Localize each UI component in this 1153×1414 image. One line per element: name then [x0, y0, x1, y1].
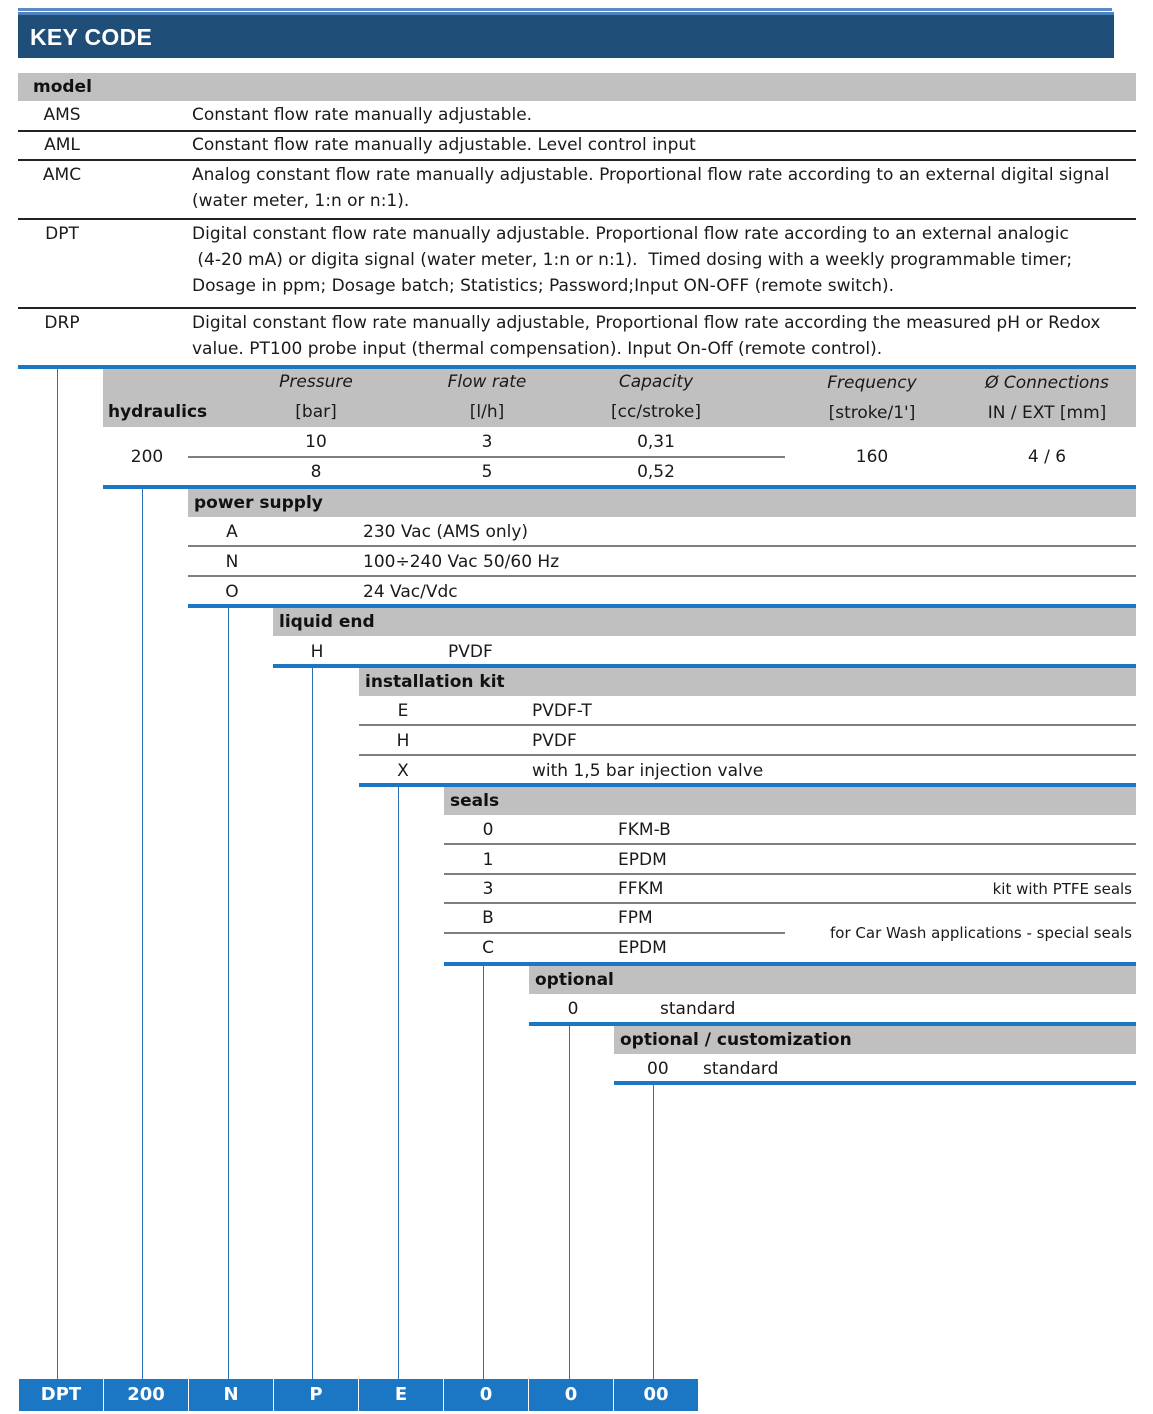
model-section-bar — [18, 73, 1136, 101]
key-code-header — [18, 12, 1114, 58]
code-box-seals: 0 — [444, 1379, 528, 1411]
connector-line — [653, 1085, 654, 1379]
power-code: O — [225, 582, 239, 602]
install-code: E — [397, 701, 409, 721]
seal-desc: FFKM — [618, 879, 664, 899]
capacity-value: 0,31 — [637, 432, 675, 452]
seals-label: seals — [450, 791, 500, 811]
connector-line — [57, 369, 58, 1379]
seal-code: C — [482, 938, 494, 958]
code-box-optional: 0 — [529, 1379, 613, 1411]
seal-desc: FPM — [618, 908, 653, 928]
code-box-installation: E — [359, 1379, 443, 1411]
code-box-liquid-end: P — [274, 1379, 358, 1411]
col-unit: IN / EXT [mm] — [987, 403, 1107, 423]
installation-kit-label: installation kit — [365, 672, 505, 692]
power-desc: 100÷240 Vac 50/60 Hz — [363, 552, 560, 572]
seal-note: for Car Wash applications - special seals — [830, 924, 1132, 942]
pressure-value: 8 — [310, 462, 322, 482]
seal-code: 1 — [482, 850, 494, 870]
hydraulics-model: 200 — [130, 447, 164, 467]
customization-label: optional / customization — [620, 1030, 852, 1050]
row-divider — [18, 130, 1136, 132]
connector-line — [312, 668, 313, 1379]
col-unit: [l/h] — [469, 402, 505, 422]
seals-section-bar — [444, 787, 1136, 815]
code-box-power: N — [189, 1379, 273, 1411]
customization-section-bar — [614, 1026, 1136, 1054]
optional-label: optional — [535, 970, 614, 990]
seal-code: B — [482, 908, 494, 928]
power-desc: 24 Vac/Vdc — [363, 582, 458, 602]
seal-code: 3 — [482, 879, 494, 899]
col-unit: [bar] — [295, 402, 337, 422]
model-desc: (4-20 mA) or digita signal (water meter, 1:n or n:1). Timed dosing with a weekly programmable timer; — [192, 250, 1073, 270]
model-code: DPT — [45, 224, 79, 244]
model-code: AML — [44, 135, 80, 155]
install-desc: PVDF-T — [532, 701, 592, 721]
col-header: Capacity — [618, 372, 694, 392]
install-code: X — [397, 761, 409, 781]
model-desc: Analog constant flow rate manually adjustable. Proportional flow rate according to an external digital signal — [192, 165, 1110, 185]
section-rule — [614, 1081, 1136, 1085]
row-divider — [359, 754, 1136, 756]
model-desc: Constant flow rate manually adjustable. Level control input — [192, 135, 696, 155]
power-supply-section-bar — [188, 489, 1136, 517]
page-title: KEY CODE — [30, 24, 153, 50]
col-header: Ø Connections — [985, 373, 1109, 393]
row-divider — [18, 307, 1136, 309]
model-code: DRP — [44, 313, 80, 333]
col-unit: [cc/stroke] — [611, 402, 701, 422]
row-divider — [188, 575, 1136, 577]
flow-value: 3 — [481, 432, 493, 452]
connector-line — [398, 787, 399, 1379]
row-divider — [188, 456, 785, 458]
model-desc: Dosage in ppm; Dosage batch; Statistics; Password;Input ON-OFF (remote switch). — [192, 276, 895, 296]
model-desc: Digital constant flow rate manually adjustable, Proportional flow rate according the measured pH or Redox — [192, 313, 1101, 333]
connector-line — [142, 489, 143, 1379]
connector-line — [228, 608, 229, 1379]
model-code: AMS — [43, 105, 81, 125]
col-header: Frequency — [827, 373, 917, 393]
row-divider — [444, 873, 1136, 875]
connections-value: 4 / 6 — [1027, 447, 1067, 467]
install-code: H — [396, 731, 410, 751]
hydraulics-label: hydraulics — [108, 402, 208, 422]
capacity-value: 0,52 — [637, 462, 675, 482]
optional-code: 0 — [567, 999, 579, 1019]
col-header: Pressure — [279, 372, 353, 392]
col-header: Flow rate — [447, 372, 527, 392]
model-desc: value. PT100 probe input (thermal compensation). Input On-Off (remote control). — [192, 339, 883, 359]
optional-section-bar — [529, 966, 1136, 994]
installation-kit-section-bar — [359, 668, 1136, 696]
connector-line — [483, 966, 484, 1379]
code-box-hydraulics: 200 — [104, 1379, 188, 1411]
seal-desc: FKM-B — [618, 820, 671, 840]
power-code: N — [225, 552, 239, 572]
row-divider — [444, 932, 785, 934]
power-supply-label: power supply — [194, 493, 323, 513]
install-desc: with 1,5 bar injection valve — [532, 761, 764, 781]
seal-desc: EPDM — [618, 850, 667, 870]
model-section-label: model — [33, 77, 92, 97]
frequency-value: 160 — [855, 447, 889, 467]
model-code: AMC — [42, 165, 82, 185]
model-desc: (water meter, 1:n or n:1). — [192, 191, 410, 211]
optional-desc: standard — [660, 999, 736, 1019]
seal-note: kit with PTFE seals — [992, 880, 1132, 898]
row-divider — [444, 843, 1136, 845]
model-desc: Digital constant flow rate manually adjustable. Proportional flow rate according to an external analogic — [192, 224, 1069, 244]
col-unit: [stroke/1'] — [828, 403, 916, 423]
liquid-end-label: liquid end — [279, 612, 375, 632]
power-desc: 230 Vac (AMS only) — [363, 522, 529, 542]
row-divider — [18, 218, 1136, 220]
liquid-end-code: H — [310, 642, 324, 662]
seal-code: 0 — [482, 820, 494, 840]
code-box-model: DPT — [19, 1379, 103, 1411]
liquid-end-section-bar — [273, 608, 1136, 636]
row-divider — [188, 545, 1136, 547]
row-divider — [18, 159, 1136, 161]
top-rule — [18, 8, 1112, 11]
pressure-value: 10 — [305, 432, 327, 452]
seal-desc: EPDM — [618, 938, 667, 958]
row-divider — [444, 902, 1136, 904]
model-desc: Constant flow rate manually adjustable. — [192, 105, 533, 125]
power-code: A — [226, 522, 238, 542]
install-desc: PVDF — [532, 731, 577, 751]
customization-desc: standard — [703, 1059, 779, 1079]
flow-value: 5 — [481, 462, 493, 482]
row-divider — [359, 724, 1136, 726]
liquid-end-desc: PVDF — [448, 642, 493, 662]
connector-line — [569, 1026, 570, 1379]
code-box-customization: 00 — [614, 1379, 698, 1411]
customization-code: 00 — [647, 1059, 669, 1079]
